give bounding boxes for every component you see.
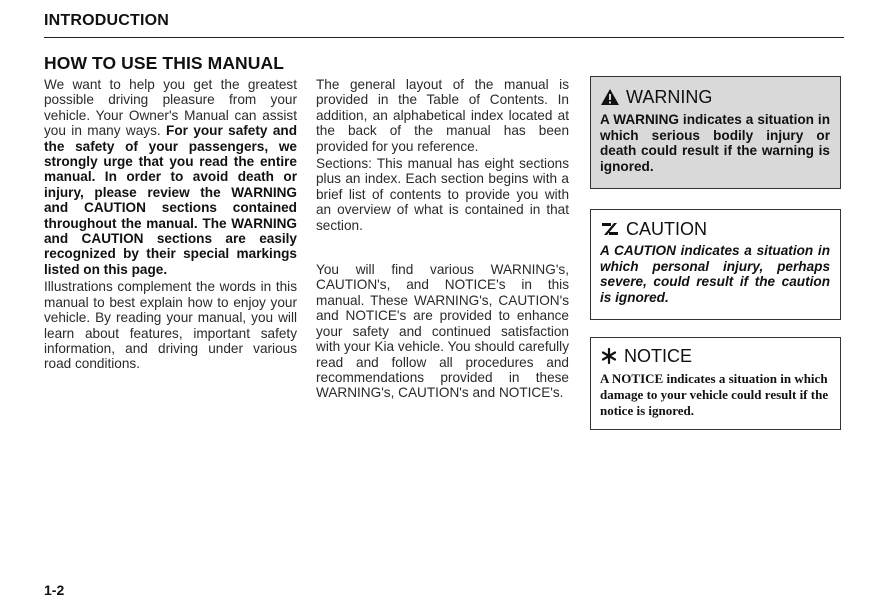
notice-title: NOTICE: [624, 345, 693, 366]
caution-box: [590, 209, 841, 320]
intro-text: We want to help you get the greatest possible driving pleasure from your vehicle. Your Owner's Manual can assist you in many ways.: [44, 77, 297, 139]
text-column-middle: [316, 77, 569, 401]
warning-triangle-icon: [600, 88, 620, 106]
intro-paragraph: [44, 77, 297, 277]
caution-heading: [600, 218, 830, 240]
notice-text: A NOTICE indicates a situation in which damage to your vehicle could result if the notice is ignored.: [600, 371, 829, 418]
page-number: 1-2: [44, 582, 65, 598]
caution-slash-icon: [600, 221, 620, 237]
illustrations-paragraph: Illustrations complement the words in this manual to best explain how to enjoy your vehicle. By reading your manual, you will learn about features, important safety information, and driving under various road conditions.: [44, 279, 297, 372]
section-heading: HOW TO USE THIS MANUAL: [44, 53, 285, 73]
warning-title: WARNING: [626, 86, 713, 107]
chapter-title: INTRODUCTION: [44, 12, 170, 29]
notice-box: [590, 337, 841, 430]
notices-paragraph: You will find various WARNING's, CAUTION's, and NOTICE's in this manual. These WARNING's, CAUTION's and NOTICE's are provided to enhance your safety and continued satisfaction with your Kia vehicle. You should carefully read and follow all procedures and recommendations provided in these WARNING's, CAUTION's and NOTICE's.: [316, 262, 569, 401]
header-divider: [44, 37, 844, 38]
warning-text: A WARNING indicates a situation in which serious bodily injury or death could result if the warning is ignored.: [600, 112, 830, 174]
text-column-left: [44, 77, 297, 372]
warning-box: [590, 76, 841, 189]
caution-title: CAUTION: [626, 218, 707, 239]
layout-paragraph: The general layout of the manual is provided in the Table of Contents. In addition, an alphabetical index located at the back of the manual has been provided for you reference.: [316, 77, 569, 154]
notice-heading: [600, 345, 830, 367]
asterisk-icon: [600, 347, 618, 365]
page-header: [44, 12, 844, 30]
warning-heading: [600, 86, 830, 108]
safety-emphasis-text: For your safety and the safety of your passengers, we strongly urge that you read the entire manual. In order to avoid death or injury, please review the WARNING and CAUTION sections contained throughout the manual. The WARNING and CAUTION sections are easily recognized by their special markings listed on this page.: [44, 123, 297, 277]
sections-paragraph: Sections: This manual has eight sections plus an index. Each section begins with a brief list of contents to provide you with an overview of what is contained in that section.: [316, 156, 569, 233]
caution-text: A CAUTION indicates a situation in which personal injury, perhaps severe, could result if the caution is ignored.: [600, 243, 830, 305]
